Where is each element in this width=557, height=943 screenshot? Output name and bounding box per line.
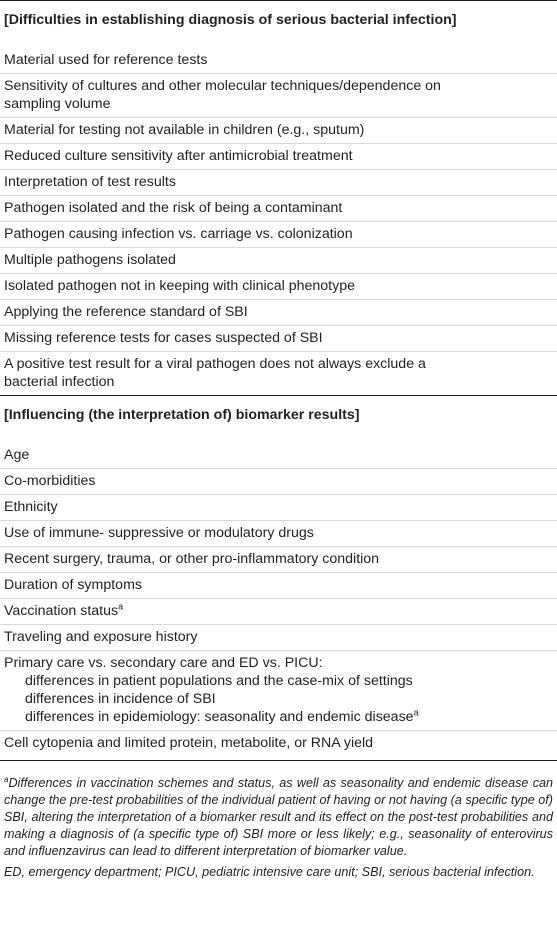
table-row: Ethnicity	[0, 495, 557, 521]
footnote-marker: a	[118, 601, 124, 612]
table-row	[0, 74, 557, 118]
row-subitem: differences in incidence of SBI	[25, 691, 216, 707]
section-header-biomarker: [Influencing (the interpretation of) biomarker results]	[4, 407, 360, 423]
row-text: Vaccination status	[4, 603, 119, 619]
section-spacer	[0, 427, 557, 443]
row-subitem: differences in patient populations and the case-mix of settings	[25, 673, 413, 689]
row-text: sampling volume	[4, 96, 111, 112]
footnote-abbreviations: ED, emergency department; PICU, pediatric intensive care unit; SBI, serious bacterial infection.	[4, 865, 535, 879]
table-row: Pathogen isolated and the risk of being a contaminant	[0, 196, 557, 222]
row-text: Primary care vs. secondary care and ED vs. PICU:	[4, 655, 323, 671]
footnote-marker: a	[4, 774, 9, 784]
table-row: Reduced culture sensitivity after antimicrobial treatment	[0, 144, 557, 170]
section-header-diagnosis: [Difficulties in establishing diagnosis of serious bacterial infection]	[4, 12, 457, 28]
row-text: Sensitivity of cultures and other molecular techniques/dependence on	[4, 78, 441, 94]
table-row	[0, 651, 557, 731]
table-row: Applying the reference standard of SBI	[0, 300, 557, 326]
footnote-a	[4, 775, 553, 860]
table-row: Age	[0, 443, 557, 469]
table-row: Multiple pathogens isolated	[0, 248, 557, 274]
row-text: differences in epidemiology: seasonality and endemic disease	[25, 709, 414, 725]
table-row: Interpretation of test results	[0, 170, 557, 196]
table-row: Use of immune- suppressive or modulatory drugs	[0, 521, 557, 547]
table-row: Co-morbidities	[0, 469, 557, 495]
table-row	[0, 599, 557, 625]
row-subitem	[4, 708, 553, 726]
table-row: Recent surgery, trauma, or other pro-inflammatory condition	[0, 547, 557, 573]
table-footnotes	[0, 761, 557, 881]
table-row	[0, 352, 557, 395]
row-text: A positive test result for a viral pathogen does not always exclude a	[4, 356, 426, 372]
table-row: Material for testing not available in children (e.g., sputum)	[0, 118, 557, 144]
table-row: Material used for reference tests	[0, 48, 557, 74]
table-row: Cell cytopenia and limited protein, metabolite, or RNA yield	[4, 735, 374, 751]
table-row: Missing reference tests for cases suspected of SBI	[0, 326, 557, 352]
table-row: Duration of symptoms	[0, 573, 557, 599]
row-text: bacterial infection	[4, 374, 115, 390]
section-spacer	[0, 32, 557, 48]
footnote-marker: a	[413, 707, 419, 718]
table-row: Traveling and exposure history	[0, 625, 557, 651]
table-row: Isolated pathogen not in keeping with clinical phenotype	[0, 274, 557, 300]
table-row: Pathogen causing infection vs. carriage vs. colonization	[0, 222, 557, 248]
footnote-text: Differences in vaccination schemes and status, as well as seasonality and endemic disease can change the pre-test probabilities of the individual patient of having or not having (a specific type of) SBI, altering the interpretation of a biomarker result and its effect on the post-test probabilities and making a diagnosis of (a specific type of) SBI more or less likely; e.g., seasonality of enterovirus and influenzavirus can lead to different interpretation of biomarker value.	[4, 776, 553, 858]
